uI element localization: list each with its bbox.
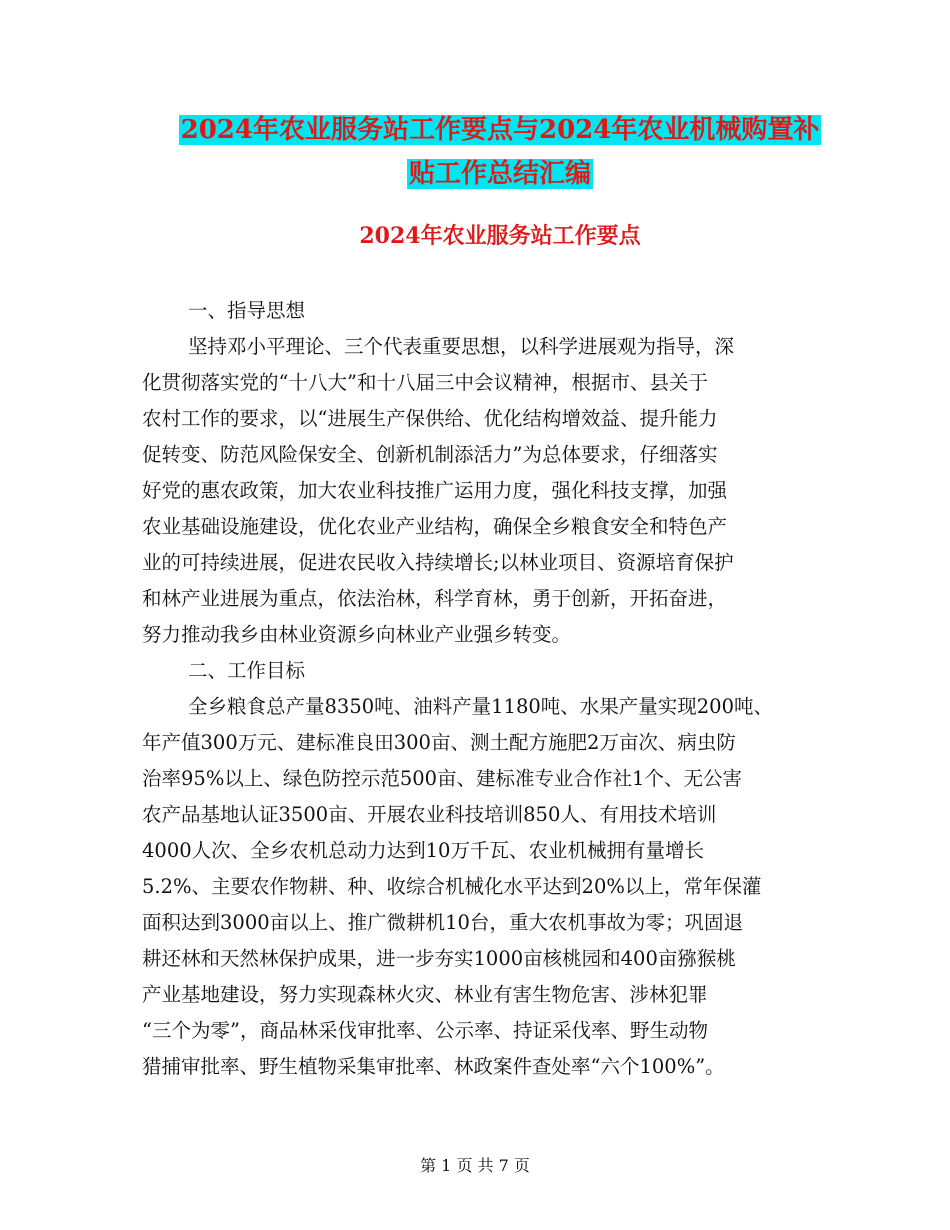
paragraph-line: 化贯彻落实党的“十八大”和十八届三中会议精神，根据市、县关于 xyxy=(142,371,708,394)
paragraph-line: 年产值300万元、建标准良田300亩、测土配方施肥2万亩次、病虫防 xyxy=(142,731,736,754)
paragraph-line: 努力推动我乡由林业资源乡向林业产业强乡转变。 xyxy=(142,623,572,646)
paragraph-line: 农业基础设施建设，优化农业产业结构，确保全乡粮食安全和特色产 xyxy=(142,515,728,538)
paragraph-line: 耕还林和天然林保护成果，进一步夯实1000亩核桃园和400亩猕猴桃 xyxy=(142,947,736,970)
paragraph-line: 坚持邓小平理论、三个代表重要思想，以科学进展观为指导，深 xyxy=(188,335,735,358)
document-title-line-1: 2024年农业服务站工作要点与2024年农业机械购置补 xyxy=(180,115,820,145)
paragraph-line: 全乡粮食总产量8350吨、油料产量1180吨、水果产量实现200吨、 xyxy=(188,695,773,718)
heading-work-goals: 二、工作目标 xyxy=(188,659,306,682)
paragraph-line: 5.2%、主要农作物耕、种、收综合机械化水平达到20%以上，常年保灌 xyxy=(142,875,762,898)
paragraph-line: 产业基地建设，努力实现森林火灾、林业有害生物危害、涉林犯罪 xyxy=(142,983,708,1006)
paragraph-line: 农村工作的要求，以“进展生产保供给、优化结构增效益、提升能力 xyxy=(142,407,718,430)
paragraph-line: 农产品基地认证3500亩、开展农业科技培训850人、有用技术培训 xyxy=(142,803,717,826)
paragraph-line: 业的可持续进展，促进农民收入持续增长;以林业项目、资源培育保护 xyxy=(142,551,734,574)
document-title-line-2: 贴工作总结汇编 xyxy=(408,159,591,189)
paragraph-line: 面积达到3000亩以上、推广微耕机10台，重大农机事故为零；巩固退 xyxy=(142,911,743,934)
paragraph-line: “三个为零”，商品林采伐审批率、公示率、持证采伐率、野生动物 xyxy=(142,1019,708,1042)
paragraph-line: 促转变、防范风险保安全、创新机制添活力”为总体要求，仔细落实 xyxy=(142,443,718,466)
paragraph-line: 猎捕审批率、野生植物采集审批率、林政案件查处率“六个100%”。 xyxy=(142,1055,725,1078)
paragraph-line: 治率95%以上、绿色防控示范500亩、建标准专业合作社1个、无公害 xyxy=(142,767,742,790)
paragraph-line: 4000人次、全乡农机总动力达到10万千瓦、农业机械拥有量增长 xyxy=(142,839,704,862)
paragraph-line: 好党的惠农政策，加大农业科技推广运用力度，强化科技支撑，加强 xyxy=(142,479,728,502)
page-footer: 第 1 页 共 7 页 xyxy=(420,1156,530,1175)
paragraph-line: 和林产业进展为重点，依法治林，科学育林，勇于创新，开拓奋进， xyxy=(142,587,728,610)
heading-guiding-thought: 一、指导思想 xyxy=(188,299,306,322)
section-title: 2024年农业服务站工作要点 xyxy=(359,223,641,249)
